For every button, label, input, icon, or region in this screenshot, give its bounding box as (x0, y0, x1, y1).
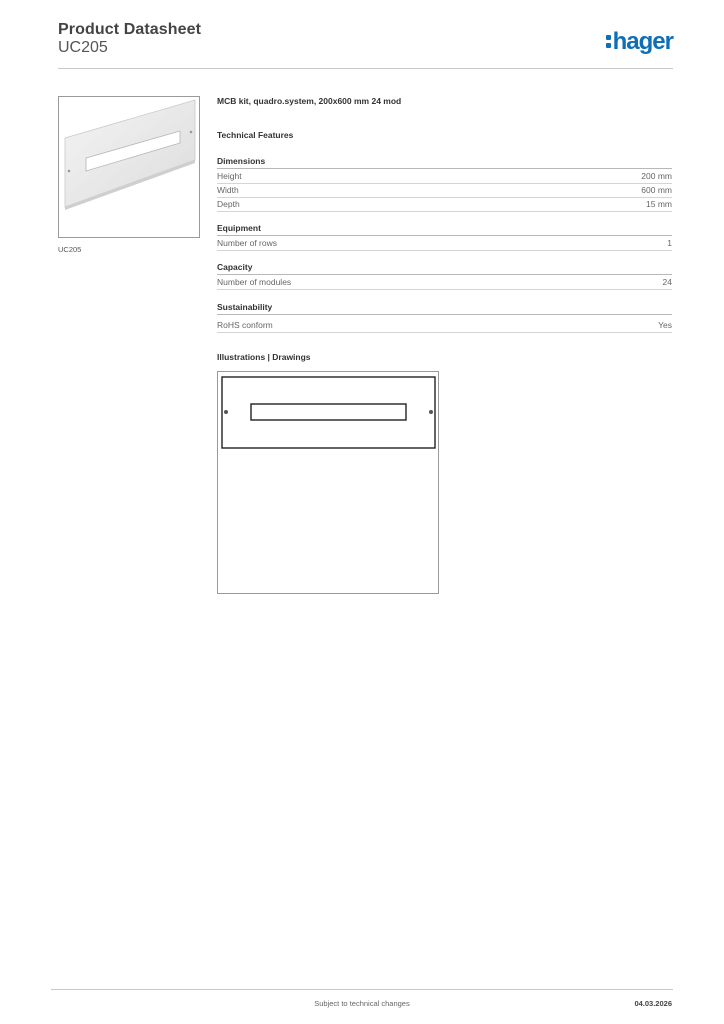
spec-row-number-of-modules (217, 276, 672, 290)
spec-value: 24 (662, 277, 672, 287)
spec-row-rohs (217, 319, 672, 333)
header-divider (58, 68, 673, 69)
dimensions-title: Dimensions (217, 156, 672, 169)
spec-label: Depth (217, 199, 240, 209)
spec-row-depth (217, 198, 672, 212)
logo-dots-icon (606, 32, 611, 50)
footer-note: Subject to technical changes (314, 999, 410, 1008)
footer-date: 04.03.2026 (634, 999, 672, 1008)
photo-caption: UC205 (58, 245, 82, 254)
spec-label: Height (217, 171, 242, 181)
product-photo (58, 96, 200, 238)
doc-title: Product Datasheet (58, 21, 202, 38)
spec-row-width (217, 184, 672, 198)
logo-text: hager (612, 28, 673, 55)
technical-drawing-image (218, 372, 438, 593)
spec-value: Yes (658, 320, 672, 330)
spec-value: 1 (667, 238, 672, 248)
spec-row-height (217, 170, 672, 184)
spec-row-number-of-rows (217, 237, 672, 251)
capacity-title: Capacity (217, 262, 672, 275)
technical-drawing (217, 371, 439, 594)
product-code: UC205 (58, 39, 108, 56)
spec-label: Number of modules (217, 277, 292, 287)
spec-label: Width (217, 185, 239, 195)
product-title: MCB kit, quadro.system, 200x600 mm 24 mod (217, 96, 402, 106)
equipment-title: Equipment (217, 223, 672, 236)
illustrations-heading: Illustrations | Drawings (217, 352, 311, 362)
footer-divider (51, 989, 673, 990)
spec-value: 200 mm (641, 171, 672, 181)
hager-logo (606, 28, 673, 56)
spec-value: 600 mm (641, 185, 672, 195)
spec-label: Number of rows (217, 238, 277, 248)
spec-value: 15 mm (646, 199, 672, 209)
product-photo-image (59, 97, 199, 237)
technical-features-heading: Technical Features (217, 130, 294, 140)
sustainability-title: Sustainability (217, 302, 672, 315)
spec-label: RoHS conform (217, 320, 273, 330)
